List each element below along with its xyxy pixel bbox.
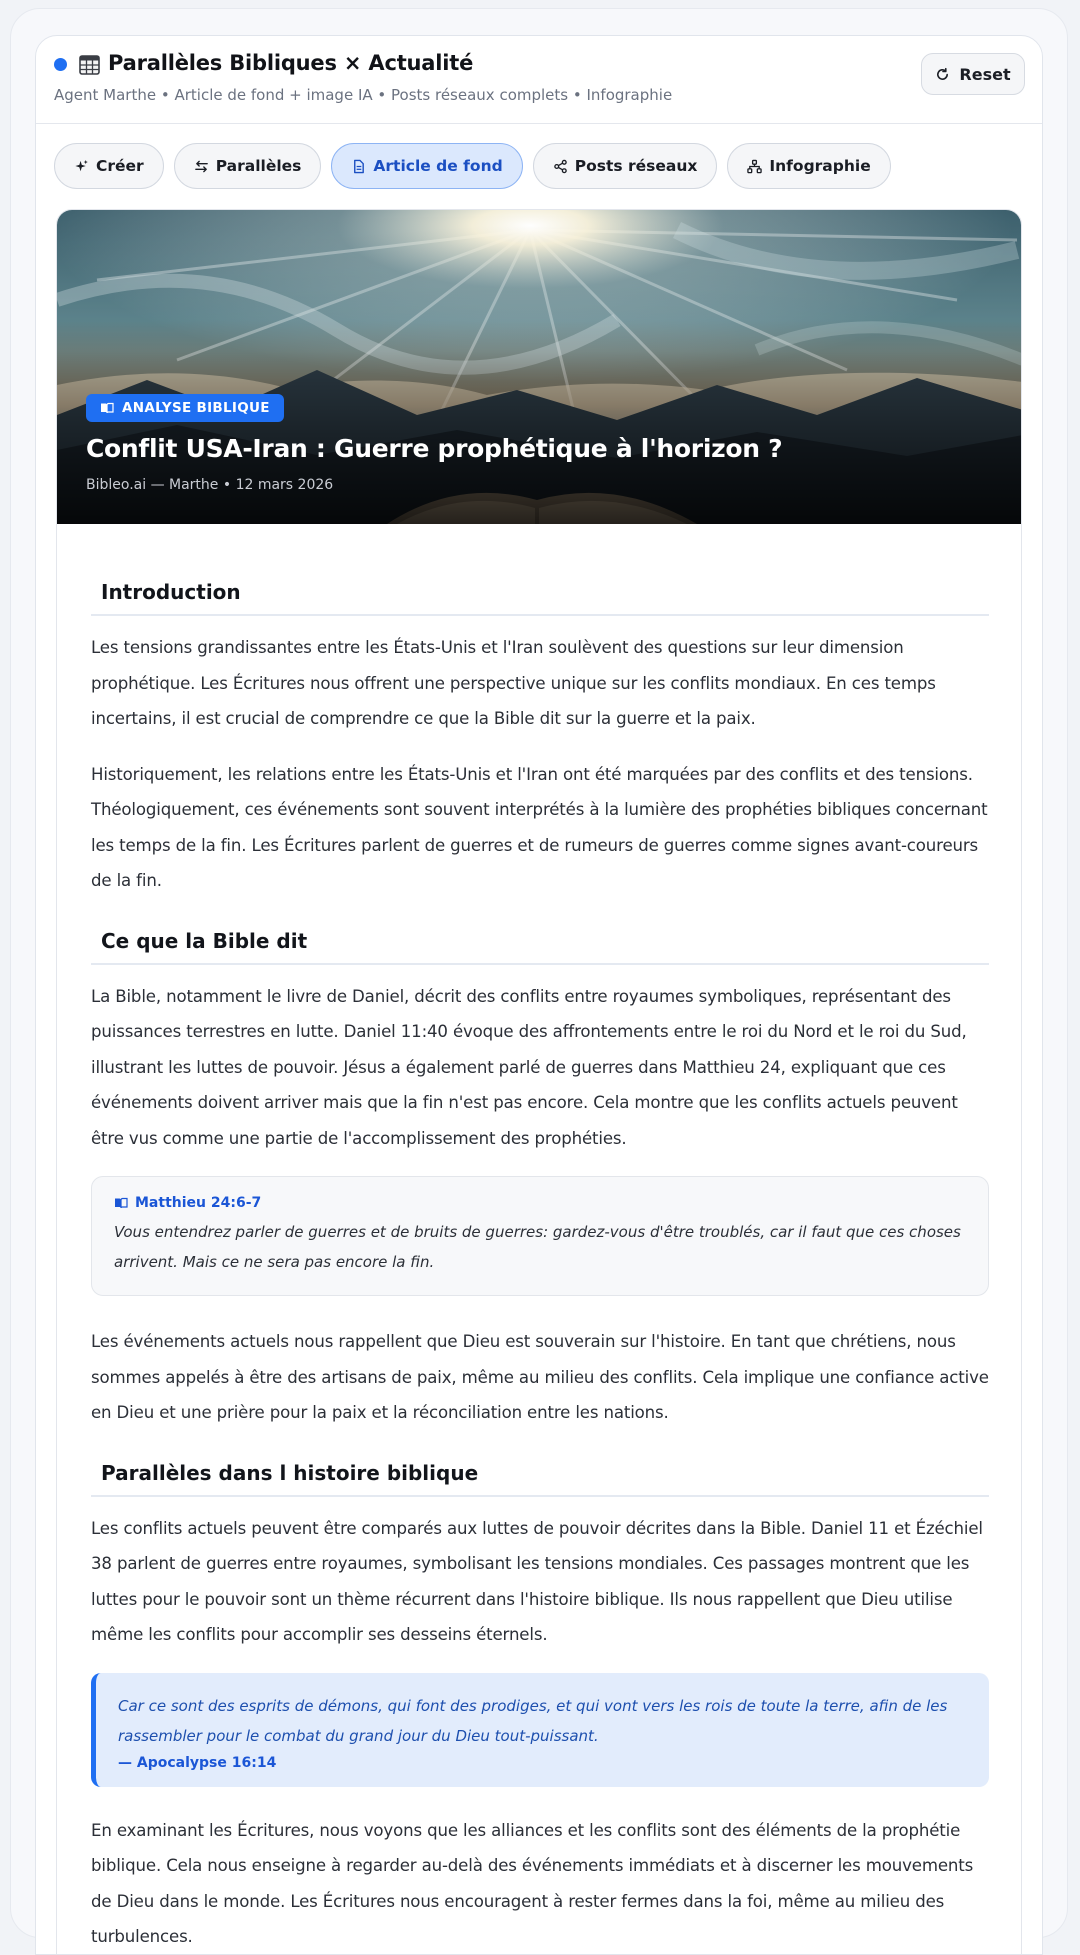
spacer — [91, 919, 989, 929]
verse-card — [91, 1176, 989, 1296]
status-dot-icon — [54, 58, 67, 71]
app-title: Parallèles Bibliques × Actualité — [108, 51, 474, 75]
tab-article-de-fond[interactable] — [331, 143, 522, 189]
verse-ref-label: Matthieu 24:6-7 — [135, 1195, 262, 1211]
verse-text: Vous entendrez parler de guerres et de bruits de guerres: gardez-vous d'être troublés, car il faut que ces choses arrivent. Mais ce ne sera pas encore la fin. — [114, 1223, 961, 1271]
spacer — [91, 524, 989, 580]
article-body — [91, 524, 989, 1955]
tab-infographie[interactable] — [727, 143, 890, 189]
quote-reference: — Apocalypse 16:14 — [118, 1754, 277, 1771]
network-icon — [747, 159, 762, 174]
badge-label: ANALYSE BIBLIQUE — [122, 400, 270, 416]
refresh-icon — [935, 67, 950, 82]
paragraph: Les tensions grandissantes entre les États-Unis et l'Iran soulèvent des questions sur leur dimension prophétique. Les Écritures nous offrent une perspective unique sur les conflits mondiaux. En ces temps incertains, il est crucial de comprendre ce que la Bible dit sur la guerre et la paix. — [91, 638, 936, 728]
tab-posts-reseaux[interactable] — [533, 143, 718, 189]
reset-button[interactable] — [921, 53, 1025, 95]
article-meta: Bibleo.ai — Marthe • 12 mars 2026 — [86, 477, 334, 493]
tab-label: Posts réseaux — [574, 157, 698, 175]
paragraph: Les événements actuels nous rappellent que Dieu est souverain sur l'histoire. En tant que chrétiens, nous sommes appelés à être des artisans de paix, même au milieu des conflits. Cela implique une confiance active en Dieu et une prière pour la paix et la réconciliation entre les nations. — [91, 1332, 989, 1422]
article-title: Conflit USA-Iran : Guerre prophétique à l'horizon ? — [86, 434, 783, 463]
section-title-introduction: Introduction — [91, 580, 989, 616]
share-icon — [553, 159, 568, 174]
quote-text: Car ce sont des esprits de démons, qui font des prodiges, et qui vont vers les rois de toute la terre, afin de les rassembler pour le combat du grand jour du Dieu tout-puissant. — [118, 1696, 948, 1745]
tab-label: Article de fond — [373, 157, 503, 175]
book-icon — [100, 402, 114, 414]
paragraph: Historiquement, les relations entre les États-Unis et l'Iran ont été marquées par des conflits et des tensions. Théologiquement, ces événements sont souvent interprétés à la lumière des prophéties bibliques concernant les temps de la fin. Les Écritures parlent de guerres et de rumeurs de guerres comme signes avant-coureurs de la fin. — [91, 764, 988, 890]
tab-label: Infographie — [769, 157, 871, 175]
book-icon — [114, 1197, 128, 1209]
app-header — [36, 36, 1043, 124]
tab-creer[interactable] — [54, 143, 164, 189]
paragraph: Les conflits actuels peuvent être comparés aux luttes de pouvoir décrites dans la Bible. Daniel 11 et Ézéchiel 38 parlent de guerres entre royaumes, symbolisant les tensions mondiales. Ces passages montrent que les luttes pour le pouvoir sont un thème récurrent dans l'histoire biblique. Ils nous rappellent que Dieu utilise même les conflits pour accomplir ses desseins éternels. — [91, 1518, 983, 1644]
app-panel — [35, 35, 1043, 1955]
reset-label: Reset — [959, 64, 1011, 84]
table-icon — [79, 55, 100, 75]
swap-arrows-icon — [194, 159, 209, 174]
verse-reference — [114, 1195, 966, 1211]
document-icon — [351, 159, 366, 174]
sparkle-icon — [74, 159, 89, 174]
hero-banner — [57, 210, 1022, 524]
article-card — [56, 209, 1022, 1955]
page-frame — [10, 8, 1068, 1946]
tab-label: Créer — [96, 157, 144, 175]
analysis-badge — [86, 394, 284, 422]
app-subtitle: Agent Marthe • Article de fond + image IA • Posts réseaux complets • Infographie — [54, 86, 673, 104]
quote-card — [91, 1673, 989, 1787]
tab-label: Parallèles — [215, 157, 302, 175]
spacer — [91, 1451, 989, 1461]
tab-bar — [54, 143, 891, 189]
paragraph: En examinant les Écritures, nous voyons que les alliances et les conflits sont des éléments de la prophétie biblique. Cela nous enseigne à regarder au-delà des événements immédiats et à discerner les mouvements de Dieu dans le monde. Les Écritures nous encouragent à rester fermes dans la foi, même au milieu des turbulences. — [91, 1820, 974, 1946]
paragraph: La Bible, notamment le livre de Daniel, décrit des conflits entre royaumes symboliques, représentant des puissances terrestres en lutte. Daniel 11:40 évoque des affrontements entre le roi du Nord et le roi du Sud, illustrant les luttes de pouvoir. Jésus a également parlé de guerres dans Matthieu 24, expliquant que ces événements doivent arriver mais que la fin n'est pas encore. Cela montre que les conflits actuels peuvent être vus comme une partie de l'accomplissement des prophéties. — [91, 986, 967, 1148]
tab-paralleles[interactable] — [174, 143, 322, 189]
section-title-paralleles: Parallèles dans l histoire biblique — [91, 1461, 989, 1497]
section-title-bible: Ce que la Bible dit — [91, 929, 989, 965]
